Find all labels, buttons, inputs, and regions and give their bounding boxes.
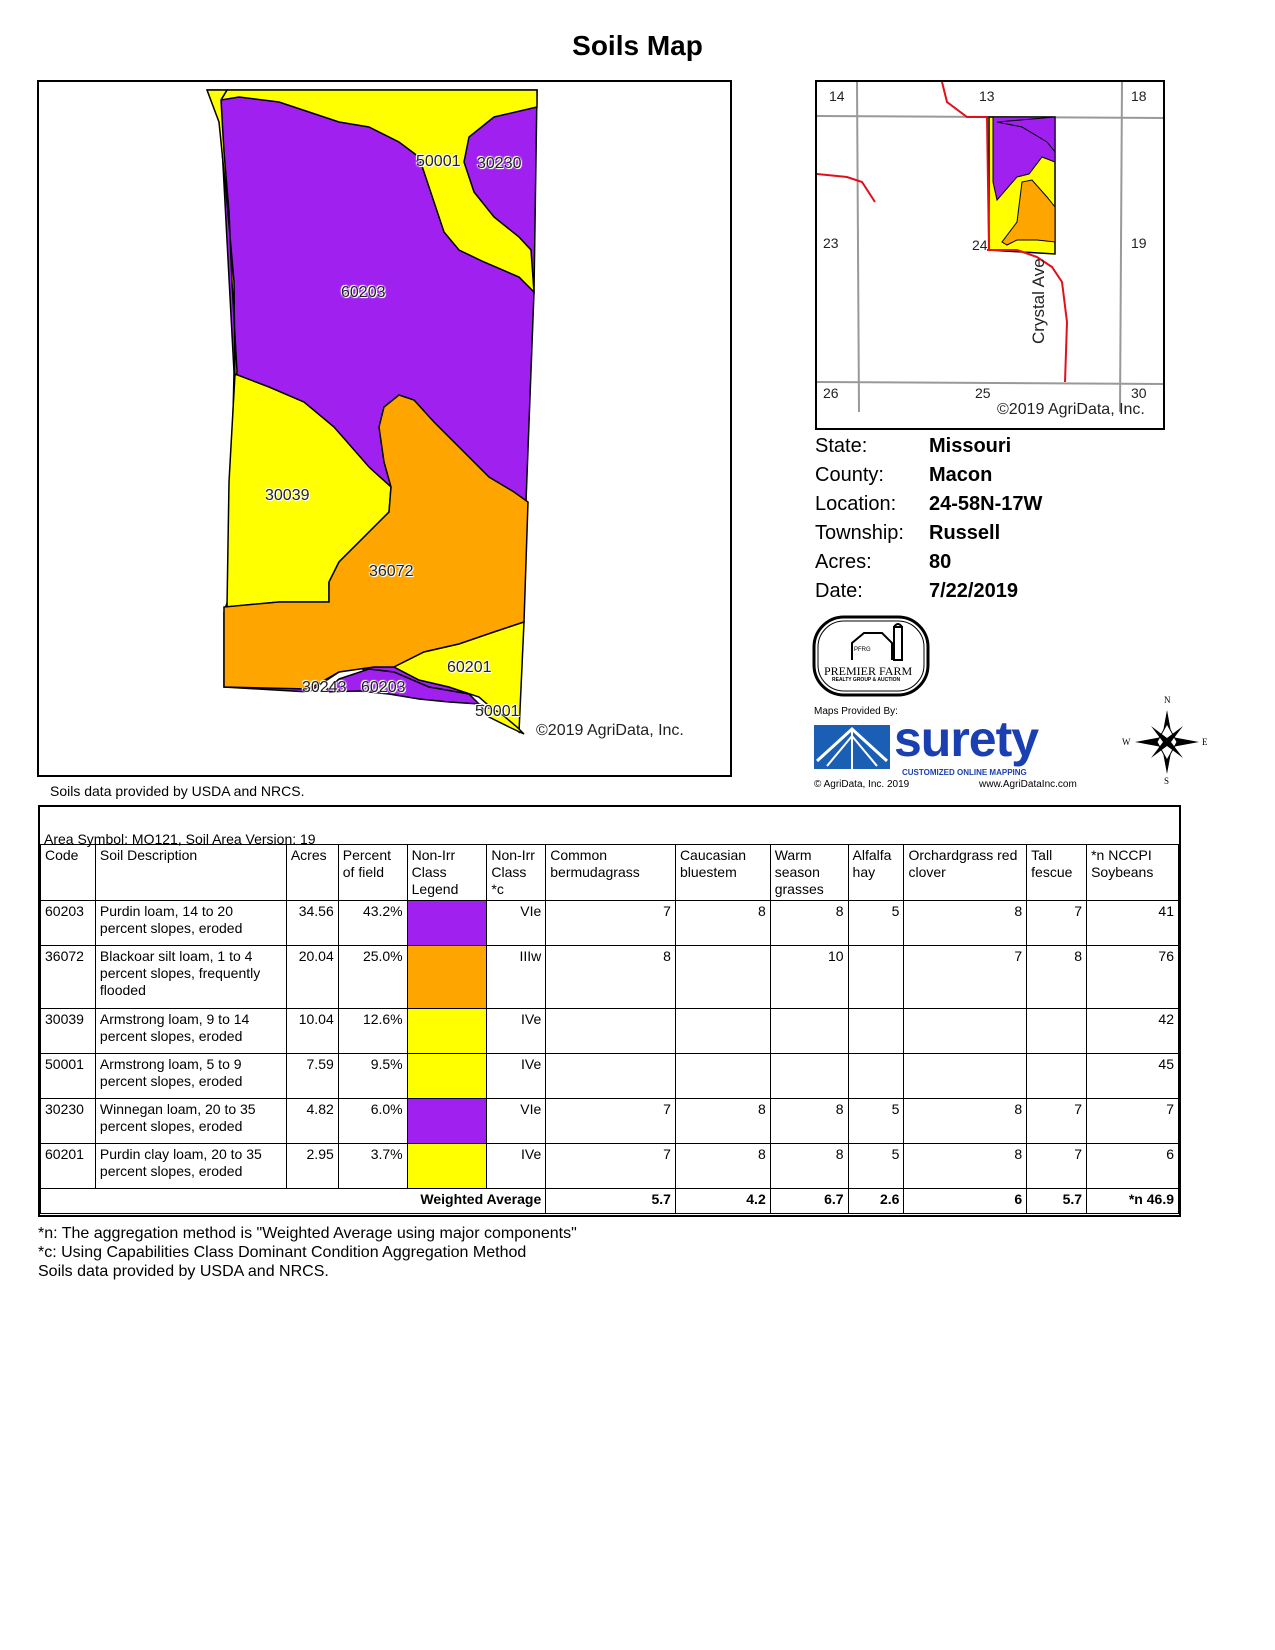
cell-acres: 20.04 xyxy=(286,946,338,1009)
cell-bluestem xyxy=(675,1054,770,1099)
info-key: County: xyxy=(815,464,884,486)
col-header: Caucasian bluestem xyxy=(675,845,770,901)
cell-bermudagrass: 5.7 xyxy=(546,1189,676,1214)
section-number: 23 xyxy=(823,235,839,251)
cell-code: 36072 xyxy=(41,946,96,1009)
legend-swatch xyxy=(408,946,487,1008)
table-row xyxy=(41,901,1179,946)
info-row-location xyxy=(815,490,1145,519)
col-header: Tall fescue xyxy=(1027,845,1087,901)
col-header: Soil Description xyxy=(95,845,286,901)
legend-swatch xyxy=(408,1054,487,1098)
cell-tall-fescue: 7 xyxy=(1027,1144,1087,1189)
section-number: 26 xyxy=(823,385,839,401)
surety-wordmark: surety xyxy=(894,711,1039,767)
cell-percent: 3.7% xyxy=(338,1144,407,1189)
info-row-state xyxy=(815,432,1145,461)
cell-tall-fescue: 7 xyxy=(1027,1099,1087,1144)
cell-legend xyxy=(407,901,487,946)
info-value: Russell xyxy=(929,522,1001,544)
map-label: 30230 xyxy=(477,155,522,172)
cell-legend xyxy=(407,1009,487,1054)
cell-legend xyxy=(407,946,487,1009)
cell-bermudagrass: 7 xyxy=(546,1099,676,1144)
maps-provided-label: Maps Provided By: xyxy=(814,706,898,717)
cell-alfalfa: 5 xyxy=(848,901,904,946)
cell-code: 60201 xyxy=(41,1144,96,1189)
section-number: 19 xyxy=(1131,235,1147,251)
info-value: Macon xyxy=(929,464,993,486)
cell-warm-season: 10 xyxy=(770,946,848,1009)
section-number: 18 xyxy=(1131,88,1147,104)
cell-acres: 34.56 xyxy=(286,901,338,946)
pfrg-sub: REALTY GROUP & AUCTION xyxy=(832,677,901,683)
cell-tall-fescue: 7 xyxy=(1027,901,1087,946)
road-line xyxy=(817,174,875,202)
cell-tall-fescue: 8 xyxy=(1027,946,1087,1009)
cell-orchardgrass: 7 xyxy=(904,946,1027,1009)
cell-warm-season: 8 xyxy=(770,901,848,946)
info-key: Location: xyxy=(815,493,897,515)
cell-acres: 2.95 xyxy=(286,1144,338,1189)
footnotes xyxy=(38,1224,577,1281)
cell-bermudagrass xyxy=(546,1054,676,1099)
map-label: 36072 xyxy=(369,563,414,580)
map-label: 50001 xyxy=(475,703,520,720)
table-row xyxy=(41,1144,1179,1189)
cell-alfalfa xyxy=(848,1009,904,1054)
surety-logo xyxy=(812,706,1112,792)
cell-warm-season: 8 xyxy=(770,1144,848,1189)
cell-class: IVe xyxy=(487,1144,546,1189)
cell-class: IVe xyxy=(487,1054,546,1099)
section-number: 13 xyxy=(979,88,995,104)
cell-bluestem: 8 xyxy=(675,1099,770,1144)
cell-tall-fescue xyxy=(1027,1009,1087,1054)
info-key: Township: xyxy=(815,522,904,544)
cell-desc: Blackoar silt loam, 1 to 4 percent slopes, frequently flooded xyxy=(95,946,286,1009)
col-header: Percent of field xyxy=(338,845,407,901)
cell-bermudagrass xyxy=(546,1009,676,1054)
cell-bermudagrass: 7 xyxy=(546,901,676,946)
cell-desc: Winnegan loam, 20 to 35 percent slopes, eroded xyxy=(95,1099,286,1144)
cell-nccpi: 45 xyxy=(1087,1054,1179,1099)
info-value: 7/22/2019 xyxy=(929,580,1018,602)
table-row xyxy=(41,1009,1179,1054)
section-number: 14 xyxy=(829,88,845,104)
legend-swatch xyxy=(408,1099,487,1143)
col-header: Non-Irr Class *c xyxy=(487,845,546,901)
cell-bluestem: 4.2 xyxy=(675,1189,770,1214)
cell-bluestem xyxy=(675,946,770,1009)
cell-orchardgrass xyxy=(904,1054,1027,1099)
col-header: *n NCCPI Soybeans xyxy=(1087,845,1179,901)
info-row-date xyxy=(815,577,1145,606)
cell-warm-season: 6.7 xyxy=(770,1189,848,1214)
legend-swatch xyxy=(408,1009,487,1053)
soils-map[interactable] xyxy=(37,80,732,777)
cell-class: VIe xyxy=(487,1099,546,1144)
legend-swatch xyxy=(408,1144,487,1188)
col-header: Alfalfa hay xyxy=(848,845,904,901)
info-key: Date: xyxy=(815,580,863,602)
footnote: *c: Using Capabilities Class Dominant Condition Aggregation Method xyxy=(38,1244,527,1261)
cell-nccpi: 42 xyxy=(1087,1009,1179,1054)
footnote: *n: The aggregation method is "Weighted Average using major components" xyxy=(38,1225,577,1242)
cell-percent: 12.6% xyxy=(338,1009,407,1054)
map-label: 30039 xyxy=(265,487,310,504)
cell-alfalfa: 5 xyxy=(848,1099,904,1144)
table-header-row xyxy=(41,845,1179,901)
road-line xyxy=(942,82,989,250)
section-number: 24 xyxy=(972,237,988,253)
cell-nccpi: 41 xyxy=(1087,901,1179,946)
cell-percent: 25.0% xyxy=(338,946,407,1009)
cell-class: IIIw xyxy=(487,946,546,1009)
cell-code: 50001 xyxy=(41,1054,96,1099)
cell-warm-season xyxy=(770,1054,848,1099)
locator-map[interactable] xyxy=(815,80,1165,430)
compass-east: E xyxy=(1202,737,1208,747)
footnote: Soils data provided by USDA and NRCS. xyxy=(38,1263,329,1280)
cell-acres: 7.59 xyxy=(286,1054,338,1099)
info-row-township xyxy=(815,519,1145,548)
legend-swatch xyxy=(408,901,487,945)
map-label: 60201 xyxy=(447,659,492,676)
col-header: Warm season grasses xyxy=(770,845,848,901)
cell-orchardgrass: 8 xyxy=(904,1144,1027,1189)
section-number: 25 xyxy=(975,385,991,401)
cell-alfalfa: 2.6 xyxy=(848,1189,904,1214)
cell-tall-fescue: 5.7 xyxy=(1027,1189,1087,1214)
surety-tagline: CUSTOMIZED ONLINE MAPPING xyxy=(902,768,1027,777)
info-row-acres xyxy=(815,548,1145,577)
cell-bermudagrass: 7 xyxy=(546,1144,676,1189)
cell-tall-fescue xyxy=(1027,1054,1087,1099)
road-line xyxy=(987,250,1067,382)
cell-alfalfa xyxy=(848,1054,904,1099)
cell-bermudagrass: 8 xyxy=(546,946,676,1009)
col-header: Non-Irr Class Legend xyxy=(407,845,487,901)
col-header: Common bermudagrass xyxy=(546,845,676,901)
source-note: Soils data provided by USDA and NRCS. xyxy=(50,783,305,799)
cell-bluestem: 8 xyxy=(675,1144,770,1189)
cell-desc: Armstrong loam, 9 to 14 percent slopes, eroded xyxy=(95,1009,286,1054)
weighted-average-row xyxy=(41,1189,1179,1214)
locator-map-canvas xyxy=(817,82,1165,430)
cell-percent: 6.0% xyxy=(338,1099,407,1144)
info-row-county xyxy=(815,461,1145,490)
cell-desc: Armstrong loam, 5 to 9 percent slopes, eroded xyxy=(95,1054,286,1099)
section-number: 30 xyxy=(1131,385,1147,401)
cell-code: 30039 xyxy=(41,1009,96,1054)
info-value: 80 xyxy=(929,551,952,573)
compass-south: S xyxy=(1164,776,1170,786)
agridata-copyright: © AgriData, Inc. 2019 xyxy=(814,779,910,790)
map-label: 30243 xyxy=(302,679,347,696)
agridata-url: www.AgriDataInc.com xyxy=(979,779,1077,790)
cell-orchardgrass: 8 xyxy=(904,1099,1027,1144)
page-title: Soils Map xyxy=(572,30,703,61)
property-info xyxy=(815,432,1145,606)
cell-desc: Purdin loam, 14 to 20 percent slopes, eroded xyxy=(95,901,286,946)
info-value: 24-58N-17W xyxy=(929,493,1043,515)
soils-map-canvas xyxy=(39,82,732,777)
map-label: 60203 xyxy=(341,284,386,301)
area-symbol: Area Symbol: MO121, Soil Area Version: 19 xyxy=(44,831,316,847)
barn-icon xyxy=(812,615,930,697)
cell-legend xyxy=(407,1144,487,1189)
cell-desc: Purdin clay loam, 20 to 35 percent slopes, eroded xyxy=(95,1144,286,1189)
cell-nccpi: 76 xyxy=(1087,946,1179,1009)
cell-nccpi: 6 xyxy=(1087,1144,1179,1189)
globe-icon xyxy=(812,721,892,771)
table-row xyxy=(41,946,1179,1009)
map-label: 50001 xyxy=(416,153,461,170)
locator-copyright: ©2019 AgriData, Inc. xyxy=(997,401,1145,418)
map-label: 60203 xyxy=(361,679,406,696)
pfrg-name: PREMIER FARM xyxy=(824,664,913,678)
map-copyright: ©2019 AgriData, Inc. xyxy=(536,722,684,739)
pfrg-small-text: PFRG xyxy=(854,647,871,653)
info-key: State: xyxy=(815,435,868,457)
cell-nccpi: 7 xyxy=(1087,1099,1179,1144)
premier-farm-logo xyxy=(812,615,930,697)
cell-bluestem xyxy=(675,1009,770,1054)
cell-nccpi: *n 46.9 xyxy=(1087,1189,1179,1214)
cell-orchardgrass: 6 xyxy=(904,1189,1027,1214)
table-row xyxy=(41,1054,1179,1099)
cell-code: 60203 xyxy=(41,901,96,946)
cell-bluestem: 8 xyxy=(675,901,770,946)
cell-legend xyxy=(407,1054,487,1099)
compass-north: N xyxy=(1164,695,1171,705)
cell-class: IVe xyxy=(487,1009,546,1054)
col-header: Acres xyxy=(286,845,338,901)
cell-alfalfa xyxy=(848,946,904,1009)
cell-legend xyxy=(407,1099,487,1144)
cell-warm-season xyxy=(770,1009,848,1054)
compass-west: W xyxy=(1122,737,1131,747)
cell-percent: 9.5% xyxy=(338,1054,407,1099)
cell-orchardgrass: 8 xyxy=(904,901,1027,946)
cell-acres: 10.04 xyxy=(286,1009,338,1054)
road-name: Crystal Ave xyxy=(1029,258,1048,344)
cell-acres: 4.82 xyxy=(286,1099,338,1144)
table-row xyxy=(41,1099,1179,1144)
cell-alfalfa: 5 xyxy=(848,1144,904,1189)
soils-table xyxy=(40,844,1179,1214)
cell-percent: 43.2% xyxy=(338,901,407,946)
col-header: Orchardgrass red clover xyxy=(904,845,1027,901)
info-key: Acres: xyxy=(815,551,872,573)
cell-orchardgrass xyxy=(904,1009,1027,1054)
cell-class: VIe xyxy=(487,901,546,946)
weighted-average-label: Weighted Average xyxy=(41,1189,546,1214)
compass-star xyxy=(1125,700,1210,785)
cell-code: 30230 xyxy=(41,1099,96,1144)
cell-warm-season: 8 xyxy=(770,1099,848,1144)
info-value: Missouri xyxy=(929,435,1012,457)
compass-rose-icon xyxy=(1122,695,1210,786)
col-header: Code xyxy=(41,845,96,901)
soils-table-container xyxy=(38,805,1181,1217)
